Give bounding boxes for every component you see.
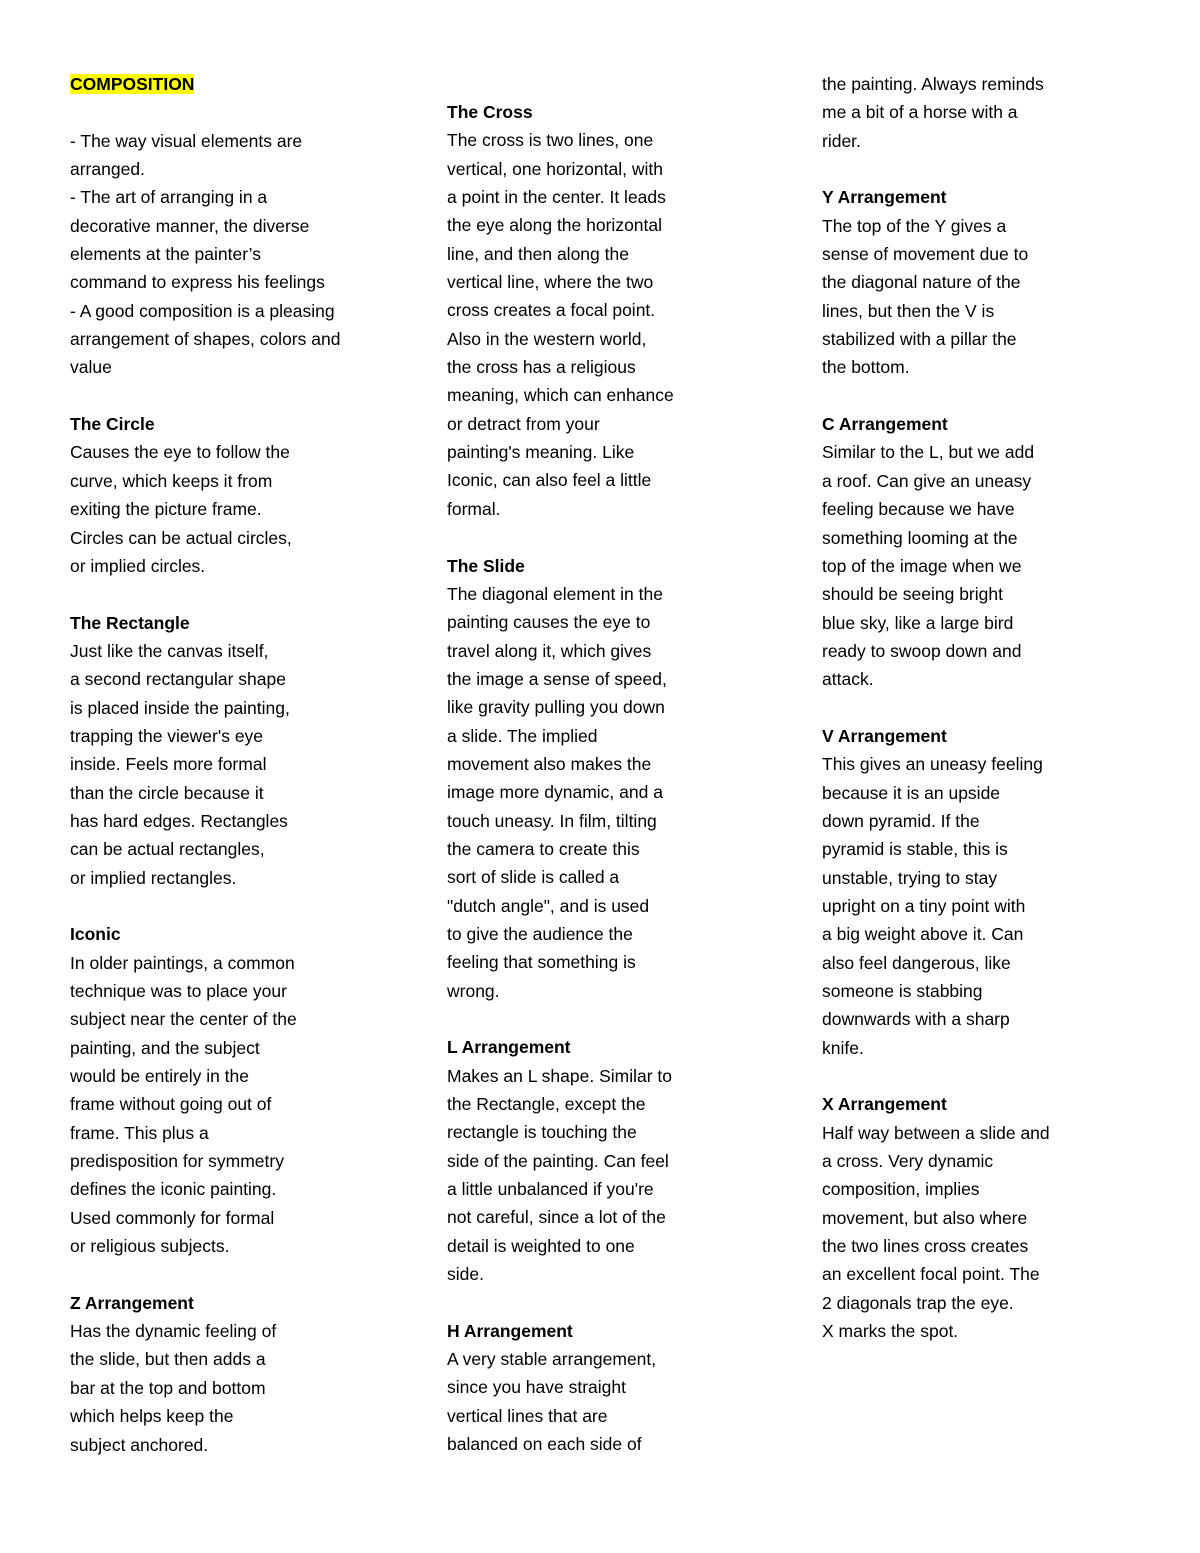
body-text-line: the slide, but then adds a — [70, 1349, 266, 1370]
section — [70, 1289, 390, 1459]
body-text-line: composition, implies — [822, 1179, 980, 1200]
body-text-line: sort of slide is called a — [447, 867, 620, 888]
body-text-line: Circles can be actual circles, — [70, 527, 292, 548]
body-text-line: Used commonly for formal — [70, 1207, 275, 1228]
body-text-line: Similar to the L, but we add — [822, 442, 1035, 463]
body-text-line: me a bit of a horse with a — [822, 102, 1018, 123]
body-text-line: X marks the spot. — [822, 1321, 959, 1342]
body-text-line: a second rectangular shape — [70, 669, 286, 690]
body-text-line: This gives an uneasy feeling — [822, 754, 1043, 775]
body-text-line: than the circle because it — [70, 782, 264, 803]
section-heading: H Arrangement — [447, 1320, 573, 1341]
body-text-line: technique was to place your — [70, 981, 287, 1001]
section-heading: V Arrangement — [822, 725, 947, 746]
body-text-line: feeling because we have — [822, 499, 1015, 520]
section — [822, 722, 1142, 1090]
body-text-line: A very stable arrangement, — [447, 1349, 657, 1370]
body-text-line: because it is an upside — [822, 782, 1001, 803]
body-text-line: arranged. — [70, 159, 145, 180]
body-text-line: downwards with a sharp — [822, 1009, 1010, 1030]
body-text-line: a little unbalanced if you're — [447, 1179, 654, 1200]
body-text-line: something looming at the — [822, 527, 1018, 548]
section-heading: L Arrangement — [447, 1037, 571, 1058]
body-text-line: - The way visual elements are — [70, 130, 303, 151]
section — [70, 410, 390, 608]
text-column-3 — [822, 70, 1142, 1345]
spacer — [822, 382, 1142, 410]
body-text-line: - A good composition is a pleasing — [70, 300, 335, 321]
section — [822, 1090, 1142, 1345]
body-text-line: like gravity pulling you down — [447, 697, 665, 718]
spacer — [70, 382, 390, 410]
body-text-line: or implied circles. — [70, 555, 206, 576]
body-text-line: the bottom. — [822, 357, 910, 378]
section-heading: C Arrangement — [822, 414, 948, 435]
body-text-line: a slide. The implied — [447, 725, 598, 746]
document-title: COMPOSITION — [70, 74, 195, 94]
body-text-line: the two lines cross creates — [822, 1236, 1029, 1257]
body-text-line: an excellent focal point. The — [822, 1264, 1040, 1285]
text-column-1 — [70, 70, 390, 1459]
body-text-line: attack. — [822, 669, 874, 690]
body-text-line: subject anchored. — [70, 1434, 209, 1455]
body-text-line: cross creates a focal point. — [447, 300, 656, 321]
body-text-line: not careful, since a lot of the — [447, 1207, 666, 1228]
body-text-line: frame. This plus a — [70, 1122, 209, 1143]
body-text-line: The cross is two lines, one — [447, 130, 654, 151]
body-text-line: to give the audience the — [447, 923, 633, 944]
body-text-line: has hard edges. Rectangles — [70, 810, 288, 831]
text-column-2 — [447, 98, 767, 1459]
body-text-line: blue sky, like a large bird — [822, 612, 1014, 633]
body-text-line: or detract from your — [447, 413, 600, 434]
body-text-line: since you have straight — [447, 1377, 626, 1398]
body-text-line: painting causes the eye to — [447, 612, 651, 633]
spacer — [447, 1288, 767, 1316]
body-text-line: top of the image when we — [822, 555, 1022, 576]
body-text-line: the Rectangle, except the — [447, 1094, 646, 1115]
body-text-line: a roof. Can give an uneasy — [822, 470, 1032, 491]
body-text-line: exiting the picture frame. — [70, 499, 262, 520]
section — [70, 609, 390, 921]
body-text-line: knife. — [822, 1037, 864, 1058]
body-text-line: defines the iconic painting. — [70, 1179, 277, 1200]
column-1-sections — [70, 127, 390, 1459]
body-text-line: value — [70, 357, 112, 378]
section-heading: The Cross — [447, 102, 533, 122]
body-text-line: curve, which keeps it from — [70, 470, 273, 491]
body-text-line: line, and then along the — [447, 243, 629, 264]
body-text-line: image more dynamic, and a — [447, 782, 663, 803]
body-text-line: 2 diagonals trap the eye. — [822, 1292, 1014, 1313]
body-text-line: detail is weighted to one — [447, 1235, 635, 1256]
section-heading: The Rectangle — [70, 612, 190, 633]
body-text-line: vertical, one horizontal, with — [447, 158, 663, 179]
body-text-line: unstable, trying to stay — [822, 867, 998, 888]
section — [70, 127, 390, 410]
document-title-line — [70, 70, 390, 98]
spacer — [822, 1062, 1142, 1090]
body-text-line: side. — [447, 1264, 484, 1285]
body-text-line: In older paintings, a common — [70, 952, 295, 973]
body-text-line: pyramid is stable, this is — [822, 839, 1008, 860]
body-text-line: balanced on each side of — [447, 1434, 642, 1455]
body-text-line: - The art of arranging in a — [70, 187, 268, 208]
body-text-line: command to express his feelings — [70, 272, 325, 293]
body-text-line: also feel dangerous, like — [822, 952, 1011, 973]
body-text-line: rider. — [822, 130, 861, 151]
body-text-line: inside. Feels more formal — [70, 754, 267, 775]
body-text-line: Half way between a slide and — [822, 1122, 1050, 1143]
body-text-line: movement, but also where — [822, 1207, 1028, 1228]
body-text-line: a point in the center. It leads — [447, 187, 666, 208]
section-heading: The Slide — [447, 555, 525, 576]
spacer — [822, 694, 1142, 722]
body-text-line: sense of movement due to — [822, 244, 1029, 265]
body-text-line: a big weight above it. Can — [822, 924, 1024, 945]
body-text-line: side of the painting. Can feel — [447, 1150, 669, 1171]
body-text-line: the eye along the horizontal — [447, 215, 663, 236]
spacer — [70, 1260, 390, 1288]
body-text-line: formal. — [447, 498, 501, 519]
spacer — [70, 892, 390, 920]
body-text-line: travel along it, which gives — [447, 640, 652, 661]
body-text-line: the cross has a religious — [447, 357, 636, 378]
body-text-line: meaning, which can enhance — [447, 385, 674, 406]
section — [822, 410, 1142, 722]
section — [447, 98, 767, 552]
body-text-line: Also in the western world, — [447, 328, 647, 349]
body-text-line: the diagonal nature of the — [822, 272, 1021, 293]
body-text-line: elements at the painter’s — [70, 244, 261, 265]
body-text-line: is placed inside the painting, — [70, 697, 290, 718]
spacer — [447, 523, 767, 551]
body-text-line: down pyramid. If the — [822, 810, 980, 831]
section-heading: X Arrangement — [822, 1094, 947, 1115]
section-heading: Z Arrangement — [70, 1292, 194, 1313]
body-text-line: Just like the canvas itself, — [70, 640, 269, 661]
body-text-line: arrangement of shapes, colors and — [70, 329, 341, 350]
spacer — [447, 1005, 767, 1033]
section — [447, 1033, 767, 1316]
body-text-line: the image a sense of speed, — [447, 668, 667, 689]
body-text-line: frame without going out of — [70, 1094, 272, 1115]
body-text-line: the camera to create this — [447, 838, 640, 859]
body-text-line: touch uneasy. In film, tilting — [447, 810, 657, 831]
section-heading: The Circle — [70, 414, 155, 435]
body-text-line: someone is stabbing — [822, 981, 983, 1001]
body-text-line: feeling that something is — [447, 952, 636, 973]
body-text-line: "dutch angle", and is used — [447, 895, 650, 916]
body-text-line: Causes the eye to follow the — [70, 442, 290, 463]
body-text-line: would be entirely in the — [70, 1066, 249, 1087]
section — [70, 920, 390, 1288]
body-text-line: decorative manner, the diverse — [70, 215, 310, 236]
body-text-line: which helps keep the — [70, 1406, 234, 1427]
body-text-line: rectangle is touching the — [447, 1122, 637, 1143]
body-text-line: lines, but then the V is — [822, 300, 995, 321]
body-text-line: The top of the Y gives a — [822, 215, 1007, 236]
spacer — [70, 580, 390, 608]
section-heading: Iconic — [70, 924, 121, 945]
section — [822, 183, 1142, 410]
section — [447, 552, 767, 1034]
spacer — [822, 155, 1142, 183]
body-text-line: Makes an L shape. Similar to — [447, 1065, 673, 1086]
body-text-line: wrong. — [447, 980, 500, 1001]
body-text-line: movement also makes the — [447, 753, 652, 774]
body-text-line: vertical lines that are — [447, 1405, 608, 1426]
body-text-line: vertical line, where the two — [447, 272, 654, 293]
section — [447, 1317, 767, 1459]
body-text-line: stabilized with a pillar the — [822, 329, 1017, 350]
body-text-line: or implied rectangles. — [70, 867, 237, 888]
body-text-line: ready to swoop down and — [822, 640, 1022, 661]
body-text-line: can be actual rectangles, — [70, 839, 265, 860]
body-text-line: bar at the top and bottom — [70, 1377, 266, 1398]
body-text-line: trapping the viewer's eye — [70, 725, 264, 746]
section — [822, 70, 1142, 183]
column-3-sections — [822, 70, 1142, 1345]
body-text-line: Iconic, can also feel a little — [447, 470, 652, 491]
body-text-line: should be seeing bright — [822, 584, 1003, 605]
column-2-sections — [447, 98, 767, 1459]
body-text-line: or religious subjects. — [70, 1236, 230, 1257]
body-text-line: upright on a tiny point with — [822, 895, 1026, 916]
body-text-line: the painting. Always reminds — [822, 74, 1044, 94]
section-heading: Y Arrangement — [822, 187, 947, 208]
body-text-line: painting, and the subject — [70, 1037, 260, 1058]
body-text-line: Has the dynamic feeling of — [70, 1321, 277, 1342]
body-text-line: painting's meaning. Like — [447, 442, 635, 463]
body-text-line: predisposition for symmetry — [70, 1151, 284, 1172]
body-text-line: a cross. Very dynamic — [822, 1151, 994, 1172]
body-text-line: subject near the center of the — [70, 1009, 297, 1030]
body-text-line: The diagonal element in the — [447, 583, 663, 604]
spacer — [70, 98, 390, 126]
